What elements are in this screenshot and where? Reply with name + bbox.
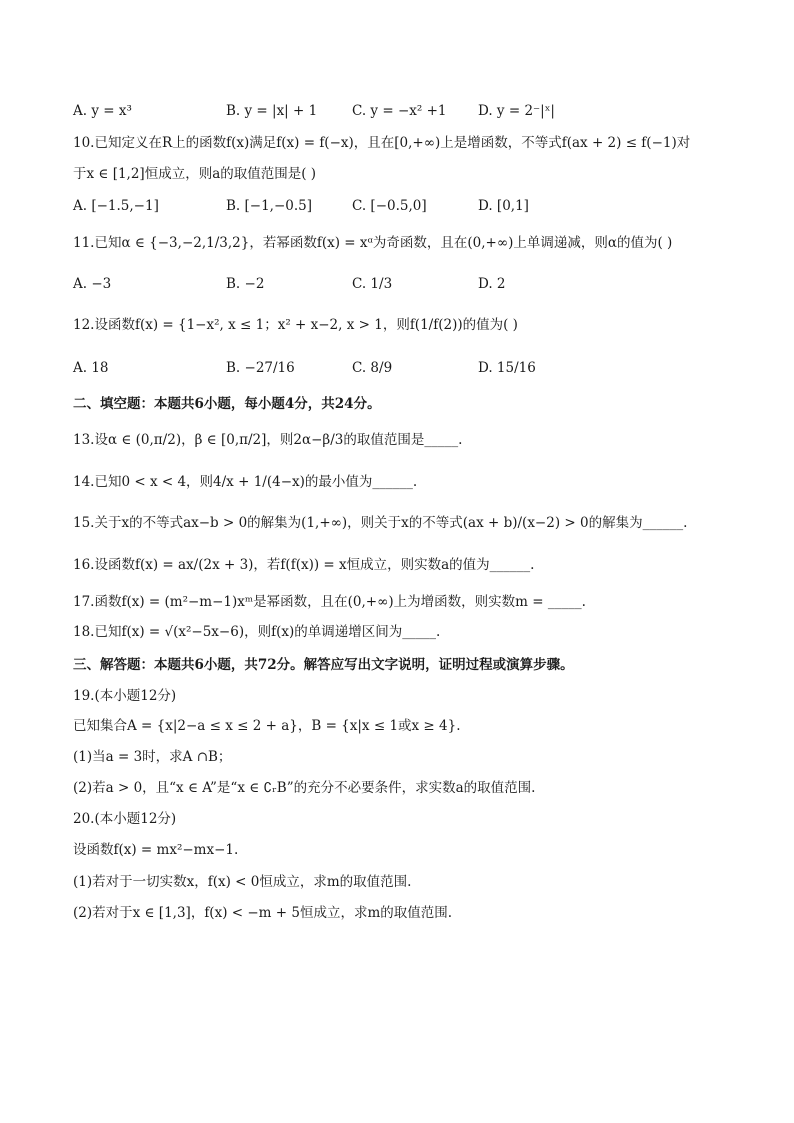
q9-option-a: A. y = x³ bbox=[73, 103, 132, 119]
q11-option-c: C. 1/3 bbox=[352, 276, 393, 292]
q11-stem: 11.已知α ∈ {−3,−2,1/3,2}，若幂函数f(x) = xᵅ为奇函数，且在(0,+∞)上单调递减，则α的值为( ) bbox=[73, 235, 673, 251]
q10-option-b: B. [−1,−0.5] bbox=[226, 198, 313, 214]
q9-option-b: B. y = |x| + 1 bbox=[226, 103, 318, 119]
q12-option-b: B. −27/16 bbox=[226, 360, 295, 376]
q18-stem: 18.已知f(x) = √(x²−5x−6)，则f(x)的单调递增区间为_____. bbox=[73, 624, 441, 640]
q9-option-d: D. y = 2⁻|ˣ| bbox=[478, 103, 555, 119]
q19-part2: (2)若a > 0，且“x ∈ A”是“x ∈ ∁ᵣB”的充分不必要条件，求实数a的取值范围. bbox=[73, 780, 536, 796]
q20-stem: 设函数f(x) = mx²−mx−1. bbox=[73, 842, 239, 858]
q11-option-d: D. 2 bbox=[478, 276, 506, 292]
q16-stem: 16.设函数f(x) = ax/(2x + 3)，若f(f(x)) = x恒成立，则实数a的值为______. bbox=[73, 557, 535, 573]
q10-option-c: C. [−0.5,0] bbox=[352, 198, 427, 214]
q12-option-d: D. 15/16 bbox=[478, 360, 536, 376]
q20-part1: (1)若对于一切实数x，f(x) < 0恒成立，求m的取值范围. bbox=[73, 874, 412, 890]
q10-stem-line1: 10.已知定义在R上的函数f(x)满足f(x) = f(−x)，且在[0,+∞)上是增函数，不等式f(ax + 2) ≤ f(−1)对 bbox=[73, 135, 691, 151]
q12-option-a: A. 18 bbox=[73, 360, 109, 376]
section-3-heading: 三、解答题：本题共6小题，共72分。解答应写出文字说明，证明过程或演算步骤。 bbox=[73, 657, 574, 673]
q15-stem: 15.关于x的不等式ax−b > 0的解集为(1,+∞)，则关于x的不等式(ax + b)/(x−2) > 0的解集为______. bbox=[73, 515, 688, 531]
q12-stem: 12.设函数f(x) = {1−x², x ≤ 1；x² + x−2, x > 1，则f(1/f(2))的值为( ) bbox=[73, 317, 518, 333]
q17-stem: 17.函数f(x) = (m²−m−1)xᵐ是幂函数，且在(0,+∞)上为增函数，则实数m = _____. bbox=[73, 594, 586, 610]
q10-option-d: D. [0,1] bbox=[478, 198, 529, 214]
q11-option-a: A. −3 bbox=[73, 276, 112, 292]
q10-option-a: A. [−1.5,−1] bbox=[73, 198, 159, 214]
q14-stem: 14.已知0 < x < 4，则4/x + 1/(4−x)的最小值为______. bbox=[73, 474, 418, 490]
q19-stem: 已知集合A = {x|2−a ≤ x ≤ 2 + a}，B = {x|x ≤ 1或x ≥ 4}. bbox=[73, 718, 461, 734]
q13-stem: 13.设α ∈ (0,π/2)，β ∈ [0,π/2]，则2α−β/3的取值范围是_____. bbox=[73, 432, 463, 448]
q10-stem-line2: 于x ∈ [1,2]恒成立，则a的取值范围是( ) bbox=[73, 166, 317, 182]
q19-title: 19.(本小题12分) bbox=[73, 688, 177, 704]
q9-option-c: C. y = −x² +1 bbox=[352, 103, 447, 119]
q11-option-b: B. −2 bbox=[226, 276, 265, 292]
q20-title: 20.(本小题12分) bbox=[73, 811, 177, 827]
q20-part2: (2)若对于x ∈ [1,3]，f(x) < −m + 5恒成立，求m的取值范围. bbox=[73, 905, 453, 921]
section-2-heading: 二、填空题：本题共6小题，每小题4分，共24分。 bbox=[73, 396, 381, 412]
q19-part1: (1)当a = 3时，求A ∩B； bbox=[73, 749, 232, 765]
q12-option-c: C. 8/9 bbox=[352, 360, 393, 376]
